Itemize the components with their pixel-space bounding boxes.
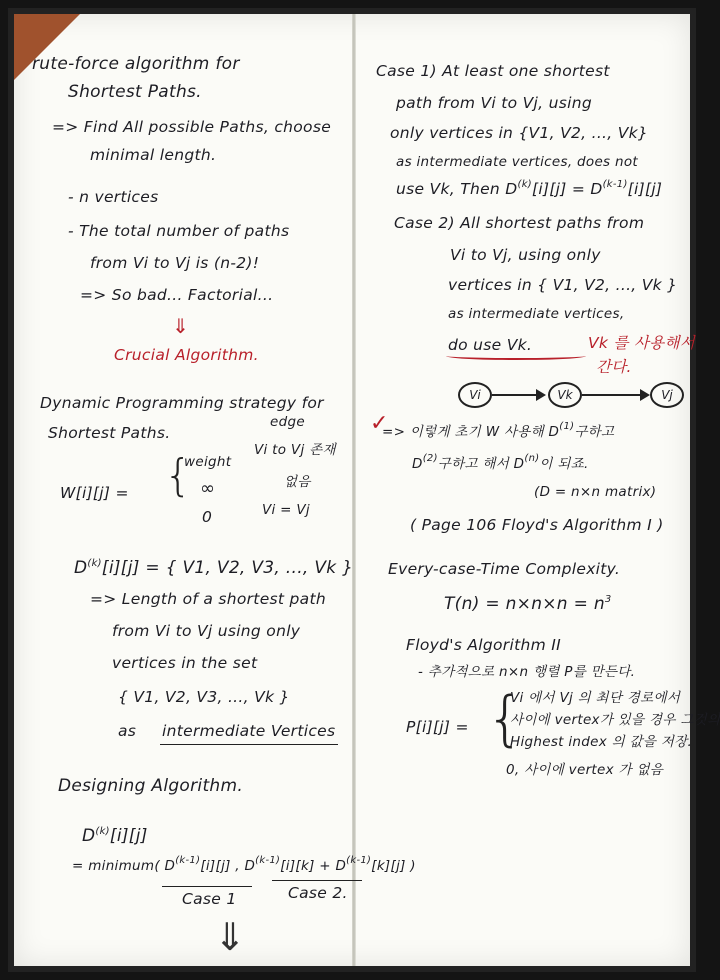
weight-label: weight — [184, 454, 232, 470]
dp-line-1: Dynamic Programming strategy for — [40, 394, 324, 412]
case1-line-3: only vertices in {V1, V2, ..., Vk} — [390, 124, 649, 142]
title-line-2: Shortest Paths. — [68, 82, 202, 102]
rec-part-2: [i][k] + D — [280, 858, 347, 874]
case1-line-5a: use Vk, Then D — [396, 180, 518, 198]
korean-sup-2: (2) — [422, 453, 438, 464]
rec-part-3: [k][j] ) — [371, 858, 416, 874]
case1-sup-k: (k) — [517, 179, 533, 190]
down-arrow-icon: ⇓ — [214, 915, 246, 959]
right-column — [366, 14, 720, 966]
title-line-1: rute-force algorithm for — [32, 54, 240, 74]
edge-label: edge — [270, 414, 305, 430]
notebook-page — [14, 14, 720, 966]
korean-line-2c: 이 되죠. — [539, 456, 589, 472]
w-exist-label: Vi to Vj 존재 — [254, 442, 336, 458]
d-superscript: (k) — [87, 558, 102, 569]
w-infinity: ∞ — [200, 478, 216, 499]
case1-line-5 — [396, 180, 662, 199]
node-vk: Vk — [548, 382, 582, 408]
w-definition-lhs: W[i][j] = — [60, 484, 129, 502]
rec-d: D — [82, 826, 96, 846]
case1-line-1: Case 1) At least one shortest — [376, 62, 610, 80]
arrow-vk-vj — [582, 394, 644, 396]
p-line-1: Vi 에서 Vj 의 최단 경로에서 — [510, 690, 681, 706]
d-set: [i][j] = { V1, V2, V3, ..., Vk } — [101, 558, 354, 578]
w-brace: { — [164, 450, 192, 501]
p-line-3: Highest index 의 값을 저장. — [510, 734, 693, 750]
korean-line-2b: 구하고 해서 D — [437, 456, 525, 472]
left-column — [32, 14, 416, 966]
length-line-5-iv: intermediate Vertices — [162, 722, 336, 740]
floyd-2-subtitle: - 추가적으로 n×n 행렬 P를 만든다. — [418, 664, 636, 680]
case2-red-note-2: 간다. — [596, 358, 632, 376]
p-brace: { — [486, 684, 525, 754]
red-check-icon: ✓ — [370, 411, 389, 436]
korean-line-2a: D — [412, 456, 423, 472]
p-line-2: 사이에 vertex가 있을 경우 그것의 — [510, 712, 720, 728]
w-zero: 0 — [202, 508, 213, 526]
length-line-4: { V1, V2, V3, ..., Vk } — [118, 688, 290, 706]
d-symbol: D — [74, 558, 88, 578]
arrow-vi-vk-head — [536, 389, 546, 401]
page-reference: ( Page 106 Floyd's Algorithm I ) — [410, 516, 664, 534]
total-paths-line-2: from Vi to Vj is (n-2)! — [90, 254, 260, 272]
n-vertices: - n vertices — [68, 188, 159, 206]
case2-label: Case 2. — [288, 884, 348, 902]
p-definition-lhs: P[i][j] = — [406, 718, 469, 736]
find-line-1: => Find All possible Paths, choose — [52, 118, 332, 136]
time-complexity — [444, 594, 612, 615]
crucial-algorithm: Crucial Algorithm. — [114, 346, 259, 364]
rec-sup-k: (k) — [95, 826, 110, 837]
case1-line-2: path from Vi to Vj, using — [396, 94, 592, 112]
recurrence-lhs — [82, 826, 148, 847]
rec-sup-3: (k-1) — [346, 855, 372, 866]
arrow-vi-vk — [492, 394, 540, 396]
recurrence-rhs — [72, 855, 416, 875]
case2-line-2: Vi to Vj, using only — [450, 246, 601, 264]
korean-line-1 — [382, 421, 615, 441]
korean-line-1a: => 이렇게 초기 W 사용해 D — [382, 424, 560, 440]
total-paths-line-1: - The total number of paths — [68, 222, 290, 240]
time-complexity-exp: 3 — [604, 594, 612, 605]
red-wavy-arrow — [446, 352, 586, 360]
w-same-label: Vi = Vj — [262, 502, 310, 518]
red-down-symbol: ⇓ — [172, 314, 190, 338]
case1-line-5b: [i][j] = D — [532, 180, 603, 198]
floyd-2-title: Floyd's Algorithm II — [406, 636, 561, 654]
korean-line-2 — [412, 453, 589, 473]
case2-underline — [272, 880, 362, 881]
case1-sup-k1: (k-1) — [602, 179, 628, 190]
length-line-3: vertices in the set — [112, 654, 258, 672]
so-bad: => So bad... Factorial... — [80, 286, 274, 304]
rec-ij: [i][j] — [109, 826, 148, 846]
case2-red-note: Vk 를 사용해서 — [588, 334, 695, 352]
korean-sup-3: (n) — [524, 453, 540, 464]
dp-line-2: Shortest Paths. — [48, 424, 171, 442]
find-line-2: minimal length. — [90, 146, 217, 164]
case2-line-3: vertices in { V1, V2, ..., Vk } — [448, 276, 678, 294]
d-definition — [74, 558, 353, 579]
case2-line-4: as intermediate vertices, — [448, 306, 625, 322]
length-line-5-as: as — [118, 722, 137, 740]
rec-sup-2: (k-1) — [255, 855, 281, 866]
rec-part-1: [i][j] , D — [200, 858, 256, 874]
length-line-2: from Vi to Vj using only — [112, 622, 301, 640]
designing-algorithm: Designing Algorithm. — [58, 776, 244, 796]
case1-line-4: as intermediate vertices, does not — [396, 154, 638, 170]
case1-line-5c: [i][j] — [627, 180, 663, 198]
notebook-spine — [352, 14, 356, 966]
p-line-4: 0, 사이에 vertex 가 없음 — [506, 762, 664, 778]
case1-label: Case 1 — [182, 890, 237, 908]
time-complexity-expr: T(n) = n×n×n = n — [444, 594, 605, 614]
case1-underline — [162, 886, 252, 887]
w-none-label: 없음 — [284, 474, 311, 490]
arrow-vk-vj-head — [640, 389, 650, 401]
every-case-time: Every-case-Time Complexity. — [388, 560, 621, 578]
matrix-note: (D = n×n matrix) — [534, 484, 657, 500]
rec-sup-1: (k-1) — [175, 855, 201, 866]
node-vj: Vj — [650, 382, 684, 408]
case2-line-5: do use Vk. — [448, 336, 533, 354]
length-line-1: => Length of a shortest path — [90, 590, 326, 608]
photo-frame — [8, 8, 720, 972]
rec-min: = minimum( D — [72, 858, 176, 874]
underline-intermediate — [160, 744, 338, 745]
korean-line-1b: 구하고 — [574, 424, 615, 440]
case2-line-1: Case 2) All shortest paths from — [394, 214, 645, 232]
korean-sup-1: (1) — [559, 421, 575, 432]
node-vi: Vi — [458, 382, 492, 408]
